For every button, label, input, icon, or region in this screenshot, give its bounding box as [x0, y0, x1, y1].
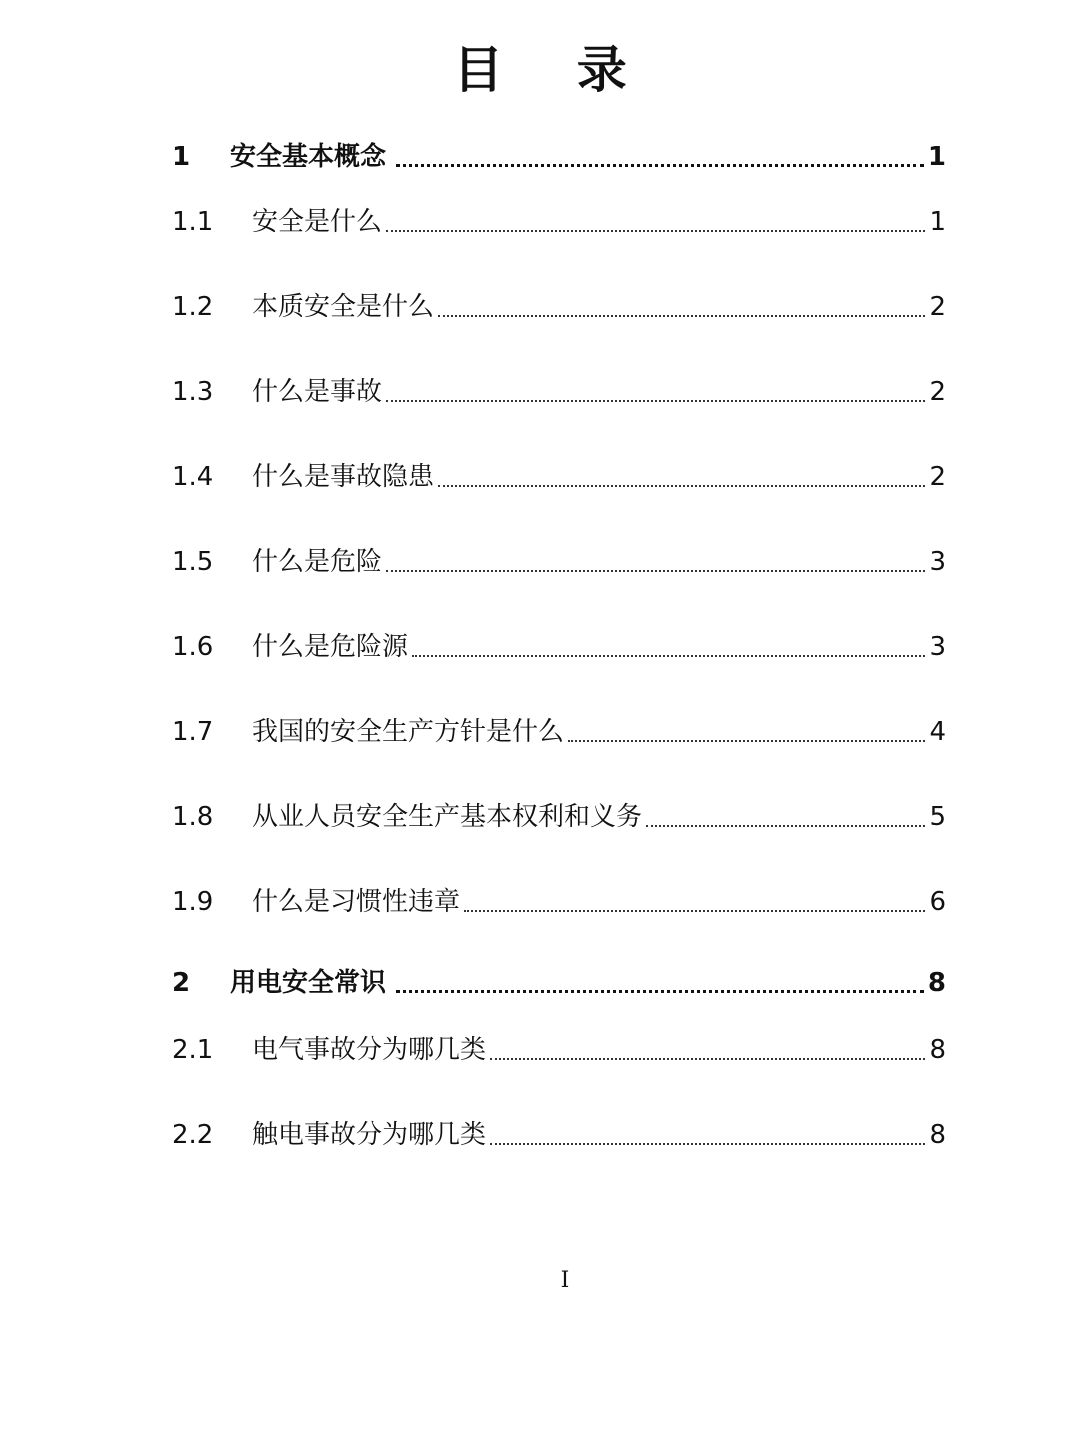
dot-leader [646, 825, 925, 827]
dot-leader [396, 990, 924, 993]
toc-entry-label: 用电安全常识 [230, 968, 387, 998]
toc-entry-page: 6 [929, 887, 946, 917]
toc-entry-section-1-2[interactable] [172, 288, 946, 324]
toc-entry-section-1-9[interactable] [172, 883, 946, 919]
toc-entry-label: 安全是什么 [252, 207, 383, 237]
toc-entry-page: 2 [929, 377, 946, 407]
toc-entry-page: 8 [929, 1120, 946, 1150]
toc-entry-number: 1.6 [172, 632, 214, 662]
dot-leader [568, 740, 925, 742]
toc-entry-section-1-5[interactable] [172, 543, 946, 579]
dot-leader [412, 655, 925, 657]
toc-entry-section-1-3[interactable] [172, 373, 946, 409]
toc-entry-number: 1.5 [172, 547, 214, 577]
toc-entry-number: 1 [172, 142, 191, 172]
toc-entry-number: 1.7 [172, 717, 214, 747]
toc-entry-number: 1.4 [172, 462, 214, 492]
toc-entry-section-1-6[interactable] [172, 628, 946, 664]
toc-entry-section-2-2[interactable] [172, 1116, 946, 1152]
toc-entry-page: 5 [929, 802, 946, 832]
toc-entry-section-1-1[interactable] [172, 203, 946, 239]
dot-leader [490, 1143, 925, 1145]
toc-entry-label: 电气事故分为哪几类 [252, 1035, 487, 1065]
toc-entry-label: 什么是危险源 [252, 632, 409, 662]
toc-entry-label: 什么是事故隐患 [252, 462, 435, 492]
dot-leader [386, 570, 925, 572]
toc-entry-number: 2 [172, 968, 191, 998]
toc-entry-section-1-8[interactable] [172, 798, 946, 834]
toc-entry-number: 1.1 [172, 207, 214, 237]
toc-entry-section-1-4[interactable] [172, 458, 946, 494]
toc-entry-label: 从业人员安全生产基本权利和义务 [252, 802, 643, 832]
toc-entry-page: 2 [929, 462, 946, 492]
toc-entry-label: 什么是事故 [252, 377, 383, 407]
dot-leader [386, 400, 925, 402]
toc-entry-page: 2 [929, 292, 946, 322]
dot-leader [438, 485, 925, 487]
toc-entry-number: 2.1 [172, 1035, 214, 1065]
toc-entry-label: 什么是危险 [252, 547, 383, 577]
toc-entry-label: 什么是习惯性违章 [252, 887, 461, 917]
toc-entry-chapter-1[interactable] [172, 138, 946, 174]
dot-leader [396, 164, 924, 167]
toc-entry-number: 2.2 [172, 1120, 214, 1150]
dot-leader [438, 315, 925, 317]
toc-entry-page: 3 [929, 632, 946, 662]
toc-entry-page: 3 [929, 547, 946, 577]
toc-entry-label: 安全基本概念 [230, 142, 387, 172]
toc-entry-page: 8 [929, 1035, 946, 1065]
toc-entry-chapter-2[interactable] [172, 964, 946, 1000]
toc-entry-number: 1.2 [172, 292, 214, 322]
toc-entry-label: 本质安全是什么 [252, 292, 435, 322]
toc-entry-section-2-1[interactable] [172, 1031, 946, 1067]
page-title: 目 录 [453, 41, 655, 99]
toc-entry-page: 1 [927, 142, 946, 172]
toc-entry-label: 触电事故分为哪几类 [252, 1120, 487, 1150]
dot-leader [490, 1058, 925, 1060]
toc-entry-page: 8 [927, 968, 946, 998]
toc-entry-label: 我国的安全生产方针是什么 [252, 717, 565, 747]
toc-entry-number: 1.3 [172, 377, 214, 407]
toc-entry-page: 4 [929, 717, 946, 747]
page-number-footer: I [560, 1268, 570, 1293]
dot-leader [464, 910, 925, 912]
toc-entry-section-1-7[interactable] [172, 713, 946, 749]
toc-entry-page: 1 [929, 207, 946, 237]
dot-leader [386, 230, 925, 232]
toc-entry-number: 1.9 [172, 887, 214, 917]
toc-entry-number: 1.8 [172, 802, 214, 832]
